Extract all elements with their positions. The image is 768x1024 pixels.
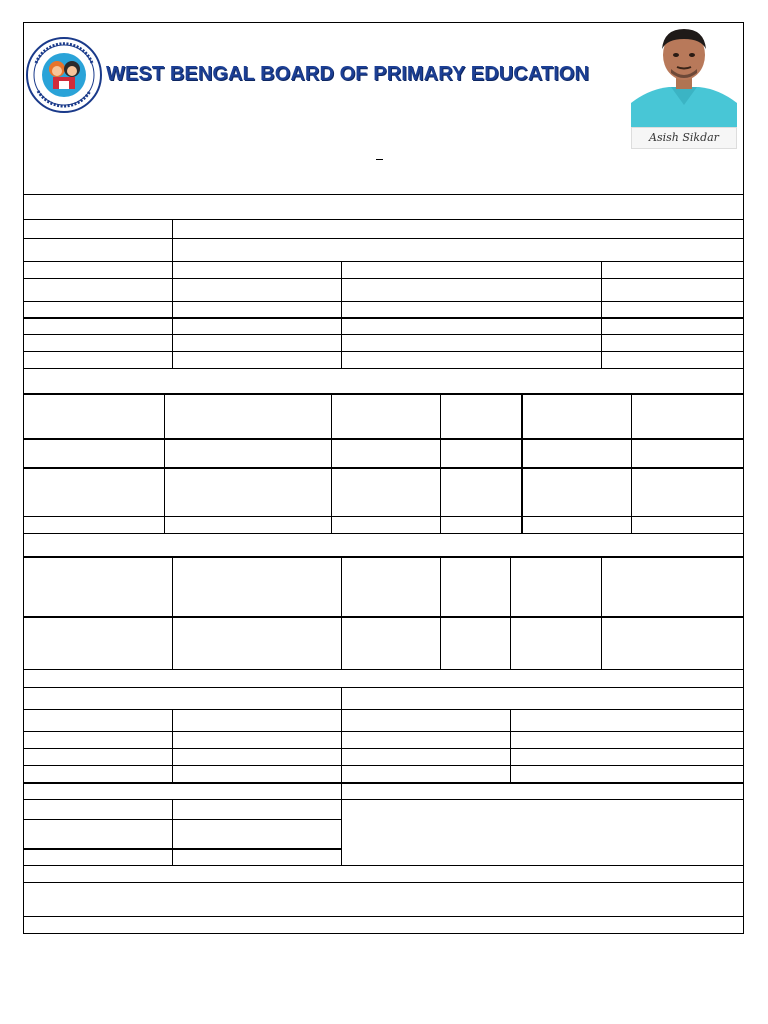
row-divider (24, 848, 341, 850)
row-divider (24, 556, 743, 558)
column-divider (341, 687, 342, 865)
column-divider (510, 556, 511, 669)
column-divider (601, 261, 602, 368)
column-divider (331, 393, 332, 533)
row-divider (24, 278, 743, 279)
row-divider (24, 687, 743, 688)
column-divider (631, 393, 632, 533)
row-divider (24, 916, 743, 917)
row-divider (24, 334, 743, 335)
column-divider (510, 709, 511, 782)
applicant-photo (631, 25, 737, 129)
application-form (23, 22, 744, 934)
row-divider (24, 765, 743, 766)
column-divider (601, 556, 602, 669)
dash-mark (376, 159, 383, 160)
row-divider (24, 238, 743, 239)
board-logo-icon (26, 37, 102, 113)
row-divider (24, 219, 743, 220)
row-divider (24, 731, 743, 732)
section-divider (24, 194, 743, 195)
applicant-signature: Asish Sikdar (631, 127, 737, 149)
column-divider (341, 261, 342, 368)
row-divider (24, 819, 341, 820)
row-divider (24, 709, 743, 710)
row-divider (24, 261, 743, 262)
column-divider (172, 219, 173, 368)
row-divider (24, 616, 743, 618)
row-divider (24, 438, 743, 440)
column-divider (164, 393, 165, 533)
row-divider (24, 351, 743, 352)
section-divider (24, 669, 743, 670)
row-divider (24, 301, 743, 302)
column-divider (521, 393, 523, 533)
section-divider (24, 865, 743, 866)
section-divider (24, 533, 743, 534)
row-divider (24, 748, 743, 749)
section-divider (24, 393, 743, 395)
row-divider (24, 799, 743, 800)
column-divider (440, 556, 441, 669)
column-divider (172, 709, 173, 782)
row-divider (24, 467, 743, 469)
row-divider (24, 882, 743, 883)
row-divider (24, 782, 743, 784)
column-divider (341, 556, 342, 669)
row-divider (24, 317, 743, 319)
row-divider (24, 516, 743, 517)
column-divider (172, 799, 173, 865)
board-title: WEST BENGAL BOARD OF PRIMARY EDUCATION (106, 63, 590, 85)
column-divider (172, 556, 173, 669)
column-divider (440, 393, 441, 533)
row-divider (24, 368, 743, 369)
